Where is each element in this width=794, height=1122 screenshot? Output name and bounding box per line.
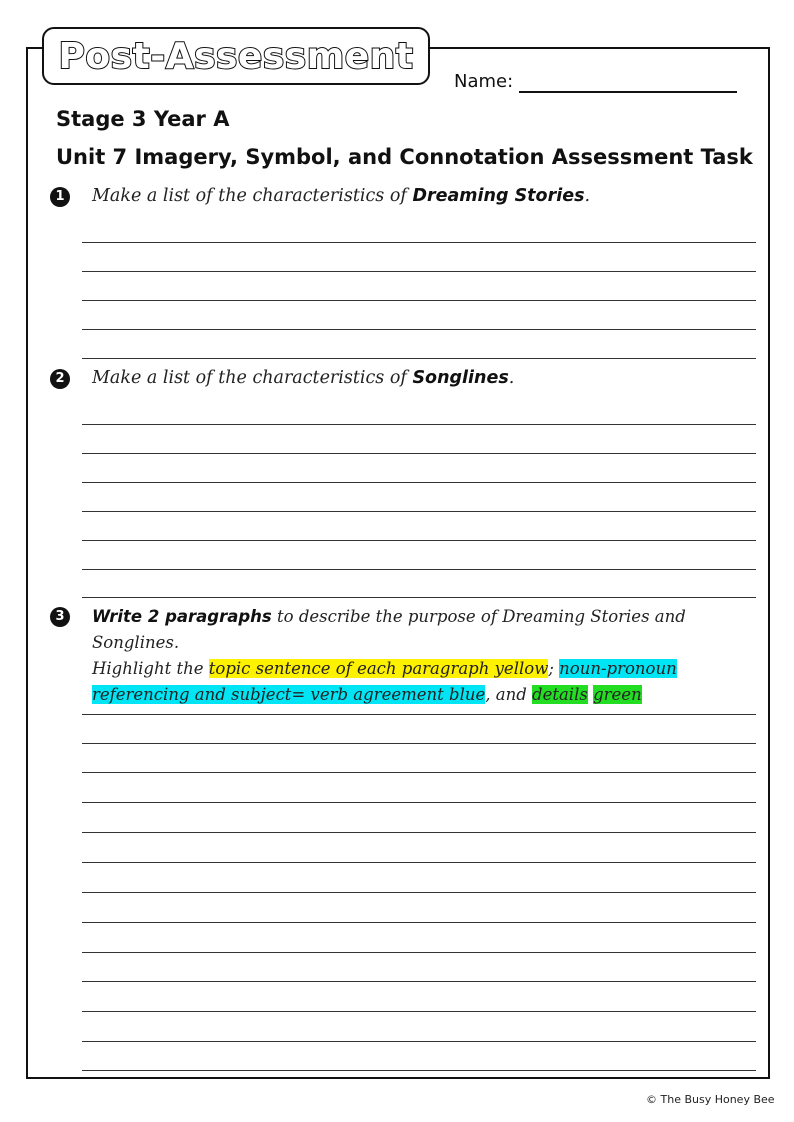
question-3: Write 2 paragraphs to describe the purpose of Dreaming Stories and Songlines. Highlight the topic sentence of each paragraph yellow; noun-pronoun referencing and subject= verb agreement blue, and details green: [92, 607, 686, 704]
answer-line[interactable]: [82, 1011, 756, 1012]
answer-line[interactable]: [82, 1041, 756, 1042]
answer-line[interactable]: [82, 714, 756, 715]
answer-line[interactable]: [82, 271, 756, 272]
highlight-yellow: topic sentence of each paragraph yellow: [208, 659, 549, 678]
answer-line[interactable]: [82, 892, 756, 893]
answer-line[interactable]: [82, 358, 756, 359]
answer-line[interactable]: [82, 329, 756, 330]
answer-line[interactable]: [82, 242, 756, 243]
question-number: 2: [50, 369, 70, 389]
answer-line[interactable]: [82, 569, 756, 570]
name-label: Name:: [454, 71, 514, 92]
question-3-marker: [50, 606, 92, 627]
unit-heading: Unit 7 Imagery, Symbol, and Connotation Assessment Task: [56, 145, 753, 169]
page-title: Post-Assessment: [58, 35, 414, 77]
answer-line[interactable]: [82, 832, 756, 833]
name-field[interactable]: [519, 91, 737, 93]
answer-line[interactable]: [82, 482, 756, 483]
answer-line[interactable]: [82, 424, 756, 425]
answer-line[interactable]: [82, 743, 756, 744]
answer-line[interactable]: [82, 981, 756, 982]
answer-line[interactable]: [82, 922, 756, 923]
answer-line[interactable]: [82, 1070, 756, 1071]
question-keyword: Write 2 paragraphs: [92, 607, 272, 626]
question-number: 3: [50, 607, 70, 627]
copyright-footer: © The Busy Honey Bee: [646, 1093, 775, 1106]
answer-line[interactable]: [82, 511, 756, 512]
answer-line[interactable]: [82, 540, 756, 541]
stage-heading: Stage 3 Year A: [56, 107, 230, 131]
answer-line[interactable]: [82, 862, 756, 863]
question-keyword: Dreaming Stories: [412, 186, 585, 206]
answer-line[interactable]: [82, 802, 756, 803]
answer-line[interactable]: [82, 772, 756, 773]
highlight-blue: noun-pronoun referencing and subject= verb agreement blue: [92, 659, 677, 704]
question-2: 2 Make a list of the characteristics of Songlines.: [50, 368, 514, 389]
question-text: Make a list of the characteristics of: [92, 368, 413, 388]
question-text: Make a list of the characteristics of: [92, 186, 413, 206]
answer-line[interactable]: [82, 300, 756, 301]
answer-line[interactable]: [82, 453, 756, 454]
question-keyword: Songlines: [412, 368, 509, 388]
question-number: 1: [50, 187, 70, 207]
question-1: 1 Make a list of the characteristics of Dreaming Stories.: [50, 186, 590, 207]
answer-line[interactable]: [82, 952, 756, 953]
highlight-green: green: [593, 685, 642, 704]
highlight-green: details: [532, 685, 588, 704]
title-banner: [42, 27, 430, 85]
answer-line[interactable]: [82, 597, 756, 598]
